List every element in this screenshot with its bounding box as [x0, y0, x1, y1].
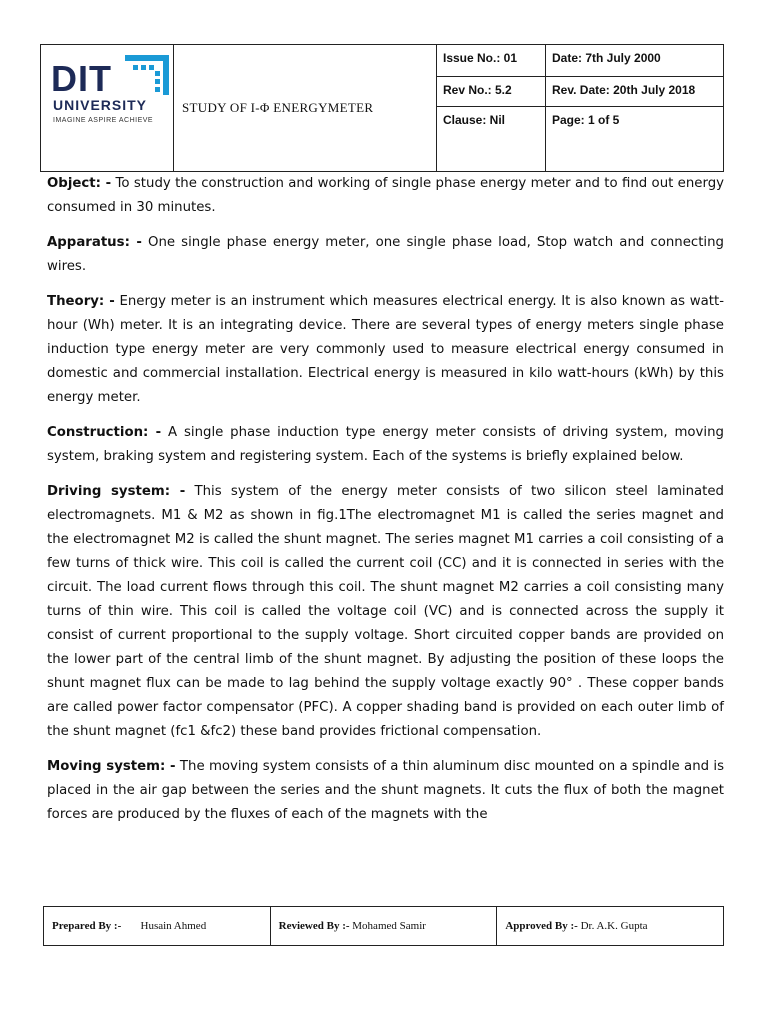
section-moving-system [47, 755, 724, 827]
section-text: To study the construction and working of single phase energy meter and to find out energy consumed in 30 minutes. [47, 176, 724, 215]
revision-number: Rev No.: 5.2 [437, 77, 546, 107]
reviewed-by [270, 907, 497, 946]
document-header [40, 44, 724, 172]
university-logo [41, 45, 173, 171]
reviewed-by-label: Reviewed By :- [278, 920, 350, 932]
revision-date: Rev. Date: 20th July 2018 [546, 77, 724, 107]
prepared-by-name: Husain Ahmed [140, 920, 207, 932]
title-cell [174, 45, 437, 172]
document-title: STUDY OF I-Φ ENERGYMETER [182, 100, 374, 115]
logo-university-text: UNIVERSITY [53, 97, 148, 113]
page-number: Page: 1 of 5 [546, 107, 724, 172]
document-body [47, 172, 724, 838]
logo-cell [41, 45, 174, 172]
section-object [47, 172, 724, 220]
section-heading: Construction: - [47, 425, 162, 440]
prepared-by [44, 907, 271, 946]
section-text: Energy meter is an instrument which measures electrical energy. It is also known as watt-hour (Wh) meter. It is an integrating device. There are several types of energy meters single phase induction type energy meter are very commonly used to measure electrical energy consumed in domestic and commercial installation. Electrical energy is measured in kilo watt-hours (kWh) by this energy meter. [47, 294, 724, 405]
document-footer [43, 906, 724, 946]
section-heading: Driving system: - [47, 484, 186, 499]
section-heading: Apparatus: - [47, 235, 142, 250]
section-text: The moving system consists of a thin aluminum disc mounted on a spindle and is placed in the air gap between the series and the shunt magnets. It cuts the flux of both the magnet forces are produced by the fluxes of each of the magnets with the [47, 759, 725, 822]
logo-wordmark: DIT [51, 58, 112, 99]
issue-date: Date: 7th July 2000 [546, 45, 724, 77]
approved-by-name: Dr. A.K. Gupta [577, 920, 648, 932]
section-heading: Theory: - [47, 294, 115, 309]
approved-by [497, 907, 724, 946]
section-text: A single phase induction type energy meter consists of driving system, moving system, braking system and registering system. Each of the systems is briefly explained below. [47, 425, 724, 464]
section-theory [47, 290, 724, 410]
section-text: This system of the energy meter consists of two silicon steel laminated electromagnets. M1 & M2 as shown in fig.1The electromagnet M1 is called the series magnet and the electromagnet M2 is called the shunt magnet. The series magnet M1 carries a coil consisting of a few turns of thick wire. This coil is called the current coil (CC) and it is connected in series with the circuit. The load current flows through this coil. The shunt magnet M2 carries a coil consisting many turns of thin wire. This coil is called the voltage coil (VC) and is connected across the supply it consist of current proportional to the supply voltage. Short circuited copper bands are provided on the lower part of the central limb of the shunt magnet. By adjusting the position of these loops the shunt magnet flux can be made to lag behind the supply voltage exactly 90° . These copper bands are called power factor compensator (PFC). A copper shading band is provided on each outer limb of the shunt magnet (fc1 &fc2) these band provides frictional compensation. [47, 484, 725, 739]
clause: Clause: Nil [437, 107, 546, 172]
reviewed-by-name: Mohamed Samir [349, 920, 426, 932]
section-heading: Moving system: - [47, 759, 176, 774]
section-heading: Object: - [47, 176, 112, 191]
logo-tagline: IMAGINE ASPIRE ACHIEVE [53, 117, 154, 124]
section-apparatus [47, 231, 724, 279]
prepared-by-label: Prepared By :- [52, 920, 122, 932]
section-driving-system [47, 480, 724, 744]
issue-number: Issue No.: 01 [437, 45, 546, 77]
section-text: One single phase energy meter, one single phase load, Stop watch and connecting wires. [47, 235, 724, 274]
approved-by-label: Approved By :- [505, 920, 578, 932]
section-construction [47, 421, 724, 469]
gear-logo-icon [125, 53, 169, 97]
